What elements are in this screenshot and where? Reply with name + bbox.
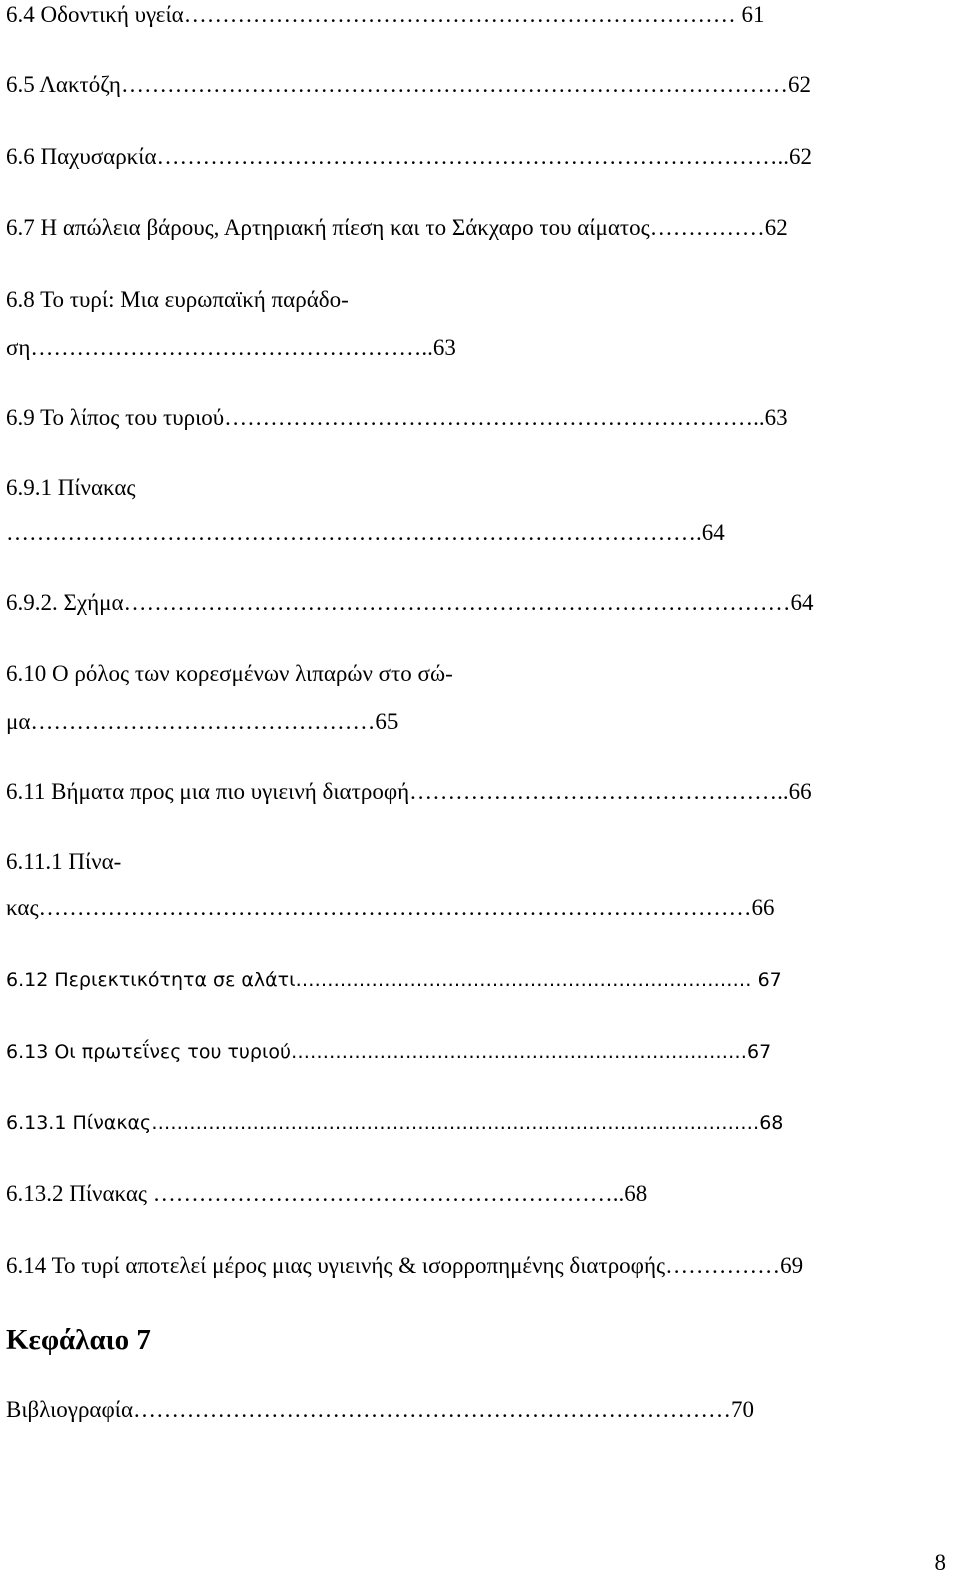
- toc-entry-6-4: 6.4 Οδοντική υγεία……………………………………………………………… 61: [6, 2, 765, 27]
- toc-entry-6-11-1: 6.11.1 Πίνα-: [6, 849, 122, 874]
- toc-entry-6-9-1-cont: ……………………………………………………………………………….64: [6, 520, 725, 545]
- toc-entry-6-8: 6.8 Το τυρί: Μια ευρωπαϊκή παράδο-: [6, 287, 349, 312]
- toc-entry-6-6: 6.6 Παχυσαρκία………………………………………………………………………..62: [6, 144, 813, 169]
- toc-entry-6-9-1: 6.9.1 Πίνακας: [6, 475, 136, 500]
- toc-entry-6-7: 6.7 Η απώλεια βάρους, Αρτηριακή πίεση και το Σάκχαρο του αίματος……………62: [6, 215, 788, 240]
- toc-entry-6-5: 6.5 Λακτόζη……………………………………………………………………………62: [6, 72, 811, 97]
- page-number: 8: [934, 1550, 946, 1575]
- toc-entry-6-9: 6.9 Το λίπος του τυριού……………………………………………………………..63: [6, 405, 788, 430]
- toc-entry-6-10-cont: μα………………………………………65: [6, 709, 399, 734]
- toc-entry-6-13: 6.13 Οι πρωτεΐνες του τυριού………………………………………………………………67: [6, 1041, 772, 1063]
- chapter-heading: Κεφάλαιο 7: [6, 1324, 151, 1356]
- toc-entry-6-11-1-cont: κας…………………………………………………………………………………66: [6, 895, 775, 920]
- toc-entry-6-14: 6.14 Το τυρί αποτελεί μέρος μιας υγιεινής & ισορροπημένης διατροφής……………69: [6, 1253, 804, 1278]
- toc-entry-bibliography: Βιβλιογραφία……………………………………………………………………70: [6, 1397, 754, 1422]
- toc-entry-6-10: 6.10 Ο ρόλος των κορεσμένων λιπαρών στο σώ-: [6, 661, 453, 686]
- toc-entry-6-9-2: 6.9.2. Σχήμα……………………………………………………………………………64: [6, 590, 814, 615]
- toc-entry-6-8-cont: ση……………………………………………..63: [6, 335, 456, 360]
- toc-entry-6-13-1: 6.13.1 Πίνακας……………………………………………………………………………………68: [6, 1112, 784, 1134]
- toc-entry-6-12: 6.12 Περιεκτικότητα σε αλάτι……………………………………………………………… 67: [6, 969, 782, 991]
- toc-entry-6-13-2: 6.13.2 Πίνακας ……………………………………………………..68: [6, 1181, 648, 1206]
- toc-entry-6-11: 6.11 Βήματα προς μια πιο υγιεινή διατροφή…………………………………………..66: [6, 779, 812, 804]
